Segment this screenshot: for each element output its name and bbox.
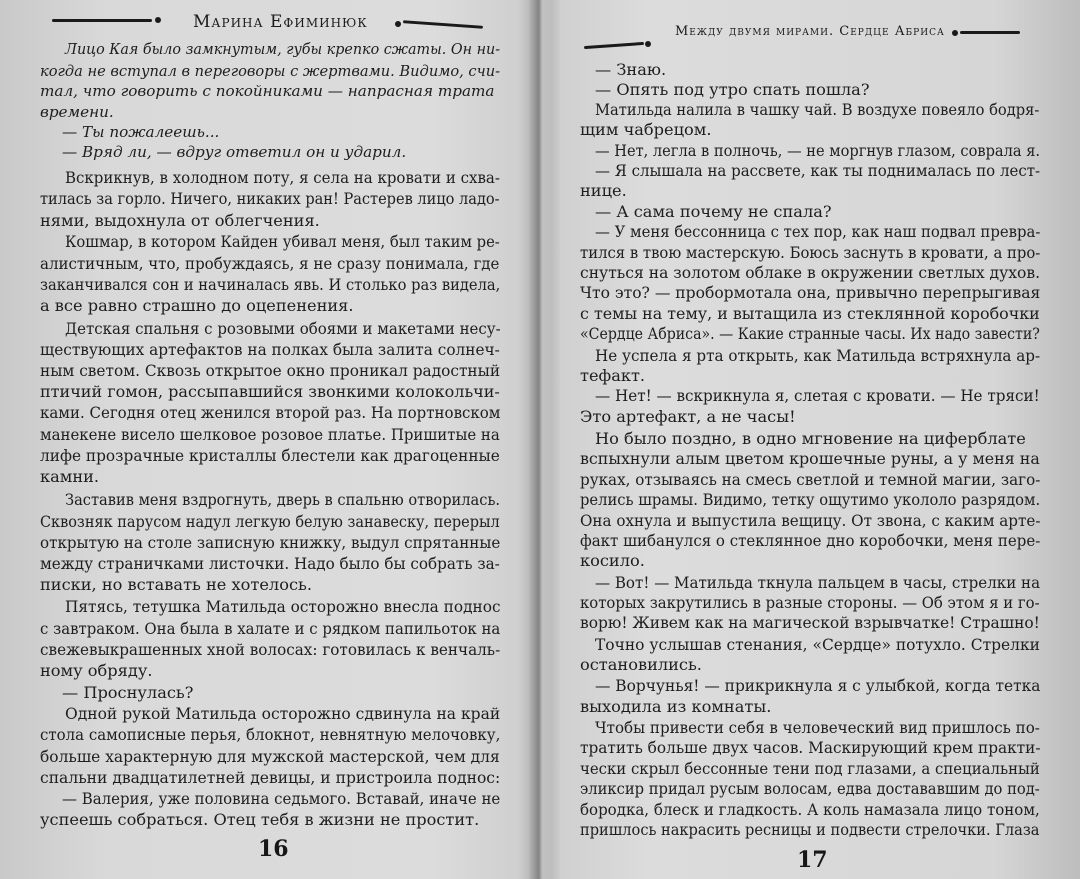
- text-line: стола самописные перья, блокнот, невнятную мелочовку,: [40, 725, 501, 744]
- text-line: Она охнула и выпустила вещицу. От звона, с каким арте-: [580, 511, 1041, 530]
- text-line: — Ворчунья! — прикрикнула я с улыбкой, когда тетка: [595, 676, 1041, 695]
- text-line: Одной рукой Матильда осторожно сдвинула на край: [65, 704, 501, 723]
- text-line: между страничками листочки. Надо было бы собрать за-: [40, 554, 500, 573]
- text-line: — Нет, легла в полночь, — не моргнув глазом, соврала я.: [595, 141, 1041, 160]
- book-gutter: [528, 0, 552, 879]
- text-line: остановились.: [580, 655, 702, 674]
- text-line: Но было поздно, в одно мгновение на циферблате: [595, 429, 1026, 448]
- text-line: Это артефакт, а не часы!: [580, 407, 796, 426]
- text-line: птичий гомон, рассыпавшийся звонкими колокольчи-: [40, 382, 500, 401]
- text-line: времени.: [40, 103, 114, 121]
- header-dot: [645, 41, 651, 47]
- right-page: [540, 0, 1080, 879]
- text-line: когда не вступал в переговоры с жертвами. Видимо, счи-: [40, 62, 501, 80]
- running-head-title: Между двумя мирами. Сердце Абриса: [675, 24, 945, 39]
- header-dot: [395, 21, 401, 27]
- text-line: успеешь собраться. Отец тебя в жизни не простит.: [40, 810, 480, 829]
- text-line: тал, что говорить с покойниками — напрасная трата: [40, 82, 495, 100]
- text-line: — Знаю.: [595, 60, 667, 79]
- text-line: — Опять под утро спать пошла?: [595, 80, 870, 99]
- text-line: — Проснулась?: [62, 683, 194, 702]
- text-line: ками. Сегодня отец женился второй раз. На портновском: [40, 403, 501, 422]
- text-line: нями, выдохнула от облегчения.: [40, 211, 320, 230]
- text-line: — Вряд ли, — вдруг ответил он и ударил.: [62, 143, 407, 161]
- text-line: с темы на тему, и вытащила из стеклянной коробочки: [580, 304, 1040, 323]
- text-line: алистичным, что, пробуждаясь, я не сразу понимала, где: [40, 254, 500, 273]
- header-rule-right: [960, 31, 1020, 34]
- header-rule-right: [403, 20, 483, 29]
- running-head-author: Марина Ефиминюк: [193, 12, 368, 32]
- text-line: Не успела я рта открыть, как Матильда встряхнула ар-: [595, 346, 1041, 365]
- text-line: бородка, блеск и гладкость. А коль намазала лицо тоном,: [580, 800, 1040, 819]
- text-line: снуться на золотом облаке в окружении светлых духов.: [580, 263, 1041, 282]
- text-line: ществующих артефактов на полках была залита солнеч-: [40, 340, 500, 359]
- text-line: пришлось накрасить ресницы и подвести стрелочки. Глаза: [580, 820, 1040, 839]
- text-line: — Нет! — вскрикнула я, слетая с кровати. — Не тряси!: [595, 386, 1040, 405]
- text-line: заканчивался сон и начиналась явь. И столько раз видела,: [40, 275, 501, 294]
- text-line: щим чабрецом.: [580, 120, 712, 139]
- text-line: Что это? — пробормотала она, привычно перепрыгивая: [580, 283, 1041, 302]
- text-line: больше характерную для мужской мастерской, чем для: [40, 747, 500, 766]
- text-line: — У меня бессонница с тех пор, как наш подвал превра-: [595, 222, 1041, 241]
- text-line: открытую на столе записную книжку, выдул спрятанные: [40, 533, 501, 552]
- text-line: — Вот! — Матильда ткнула пальцем в часы, стрелки на: [595, 573, 1041, 592]
- text-line: с завтраком. Она была в халате и с рядком папильоток на: [40, 619, 501, 638]
- text-line: которых закрутились в разные стороны. — Об этом я и го-: [580, 593, 1040, 612]
- text-line: Матильда налила в чашку чай. В воздухе повеяло бодря-: [595, 100, 1040, 119]
- text-line: ному обряду.: [40, 661, 153, 680]
- page-number: 17: [797, 847, 828, 873]
- text-line: Заставив меня вздрогнуть, дверь в спальню отворилась.: [65, 490, 501, 509]
- text-line: — Ты пожалеешь...: [62, 123, 220, 141]
- text-line: выходила из комнаты.: [580, 697, 772, 716]
- text-line: руках, отзываясь на смесь светлой и темной магии, заго-: [580, 470, 1041, 489]
- text-line: Кошмар, в котором Кайден убивал меня, был таким ре-: [65, 232, 500, 251]
- text-line: нице.: [580, 181, 627, 200]
- text-line: тефакт.: [580, 366, 646, 385]
- text-line: — Я слышала на рассвете, как ты поднималась по лест-: [595, 161, 1041, 180]
- text-line: свежевыкрашенных хной волосах: готовилась к венчаль-: [40, 640, 501, 659]
- text-line: тился в твою мастерскую. Боюсь заснуть в кровати, а про-: [580, 243, 1041, 262]
- text-line: тилась за горло. Ничего, никаких ран! Растерев лицо ладо-: [40, 189, 500, 208]
- text-line: лифе прозрачные кристаллы блестели как драгоценные: [40, 446, 500, 465]
- text-line: факт шибанулся о стеклянное дно коробочки, меня пере-: [580, 531, 1041, 550]
- header-dot: [155, 17, 161, 23]
- text-line: Вскрикнув, в холодном поту, я села на кровати и схва-: [65, 168, 500, 187]
- text-line: «Сердце Абриса». — Какие странные часы. Их надо завести?: [580, 324, 1040, 343]
- text-line: вспыхнули алым цветом крошечные руны, а у меня на: [580, 449, 1040, 468]
- text-line: камни.: [40, 467, 100, 486]
- text-line: — А сама почему не спала?: [595, 202, 832, 221]
- header-rule-left: [52, 19, 152, 22]
- text-line: — Валерия, уже половина седьмого. Вставай, иначе не: [62, 789, 501, 808]
- text-line: Точно услышав стенания, «Сердце» потухло. Стрелки: [595, 635, 1040, 654]
- header-rule-left: [584, 42, 644, 49]
- text-line: ворю! Живем как на магической взрывчатке! Страшно!: [580, 613, 1040, 632]
- text-line: писки, но вставать не хотелось.: [40, 575, 312, 594]
- text-line: чески скрыл бессонные тени под глазами, а специальный: [580, 759, 1040, 778]
- page-number: 16: [258, 836, 289, 862]
- text-line: релись шрамы. Видимо, тетку ощутимо укололо разрядом.: [580, 490, 1041, 509]
- header-dot: [952, 30, 958, 36]
- text-line: манекене висело шелковое розовое платье. Пришитые на: [40, 425, 500, 444]
- text-line: Сквозняк парусом надул легкую белую занавеску, перерыл: [40, 512, 500, 531]
- text-line: Пятясь, тетушка Матильда осторожно внесла поднос: [65, 597, 501, 616]
- text-line: эликсир придал русым волосам, едва достававшим до под-: [580, 779, 1040, 798]
- text-line: Детская спальня с розовыми обоями и макетами несу-: [65, 319, 501, 338]
- text-line: тратить больше двух часов. Маскирующий крем практи-: [580, 738, 1041, 757]
- text-line: ным светом. Сквозь открытое окно проникал радостный: [40, 361, 501, 380]
- text-line: Лицо Кая было замкнутым, губы крепко сжаты. Он ни-: [65, 40, 501, 58]
- text-line: косило.: [580, 551, 645, 570]
- text-line: Чтобы привести себя в человеческий вид пришлось по-: [595, 718, 1040, 737]
- text-line: спальни двадцатилетней девицы, и пристроила поднос:: [40, 768, 501, 787]
- text-line: а все равно страшно до оцепенения.: [40, 296, 354, 315]
